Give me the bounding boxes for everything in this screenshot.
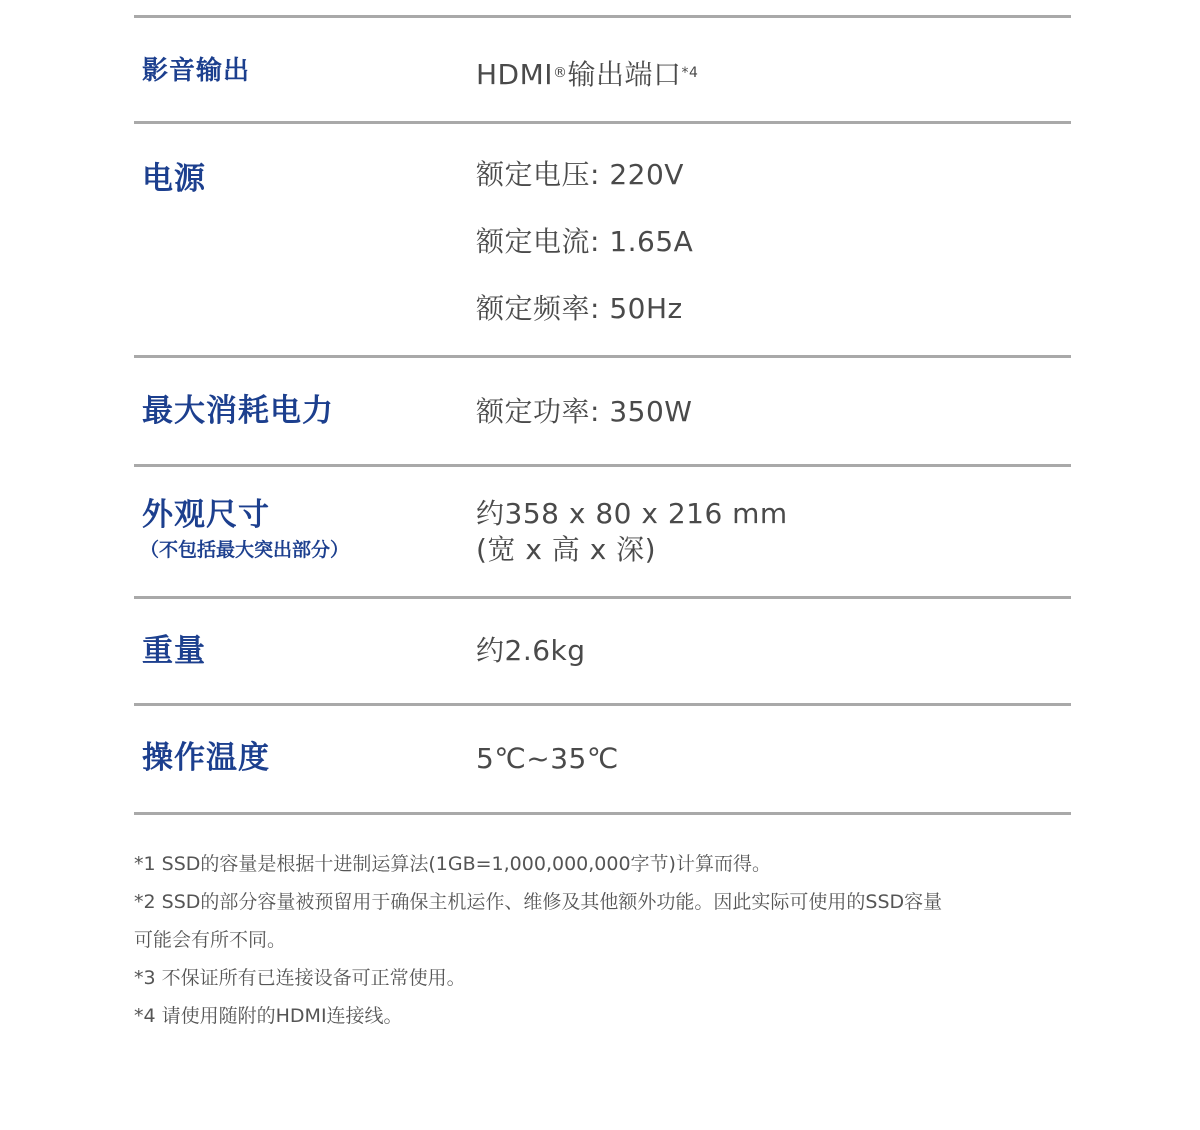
spec-value: HDMI®输出端口$^{*4}$ [476, 58, 699, 91]
spec-row-power [134, 124, 1071, 355]
spec-value: 5℃~35℃ [476, 742, 619, 775]
spec-label: 重量 [142, 633, 206, 669]
spec-label: 最大消耗电力 [142, 393, 334, 429]
spec-value: 额定电流: 1.65A [476, 225, 694, 258]
footnote: *3 不保证所有已连接设备可正常使用。 [134, 967, 466, 989]
footnote: *4 请使用随附的HDMI连接线。 [134, 1005, 403, 1027]
spec-value: 额定功率: 350W [476, 395, 693, 428]
footnote: *2 SSD的部分容量被预留用于确保主机运作、维修及其他额外功能。因此实际可使用的SSD容量 [134, 891, 943, 913]
footnotes [134, 845, 1089, 1035]
spec-label: 影音输出 [142, 56, 251, 86]
spec-row-weight [134, 599, 1071, 703]
spec-label: 外观尺寸 [142, 497, 270, 533]
spec-value: 约2.6kg [476, 634, 586, 667]
spec-table [134, 15, 1071, 815]
spec-sublabel: （不包括最大突出部分） [140, 539, 350, 561]
spec-label: 电源 [142, 161, 206, 197]
spec-row-operating-temp [134, 706, 1071, 812]
spec-label: 操作温度 [142, 740, 270, 776]
divider [134, 812, 1071, 815]
spec-value: (宽 x 高 x 深) [476, 533, 657, 566]
spec-row-av-output [134, 18, 1071, 121]
spec-value: 额定频率: 50Hz [476, 292, 683, 325]
spec-row-max-power [134, 358, 1071, 464]
footnote: *1 SSD的容量是根据十进制运算法(1GB=1,000,000,000字节)计算而得。 [134, 853, 771, 875]
spec-value: 约358 x 80 x 216 mm [476, 497, 788, 530]
spec-row-dimensions [134, 467, 1071, 596]
footnote: 可能会有所不同。 [134, 929, 287, 951]
spec-value: 额定电压: 220V [476, 158, 684, 191]
